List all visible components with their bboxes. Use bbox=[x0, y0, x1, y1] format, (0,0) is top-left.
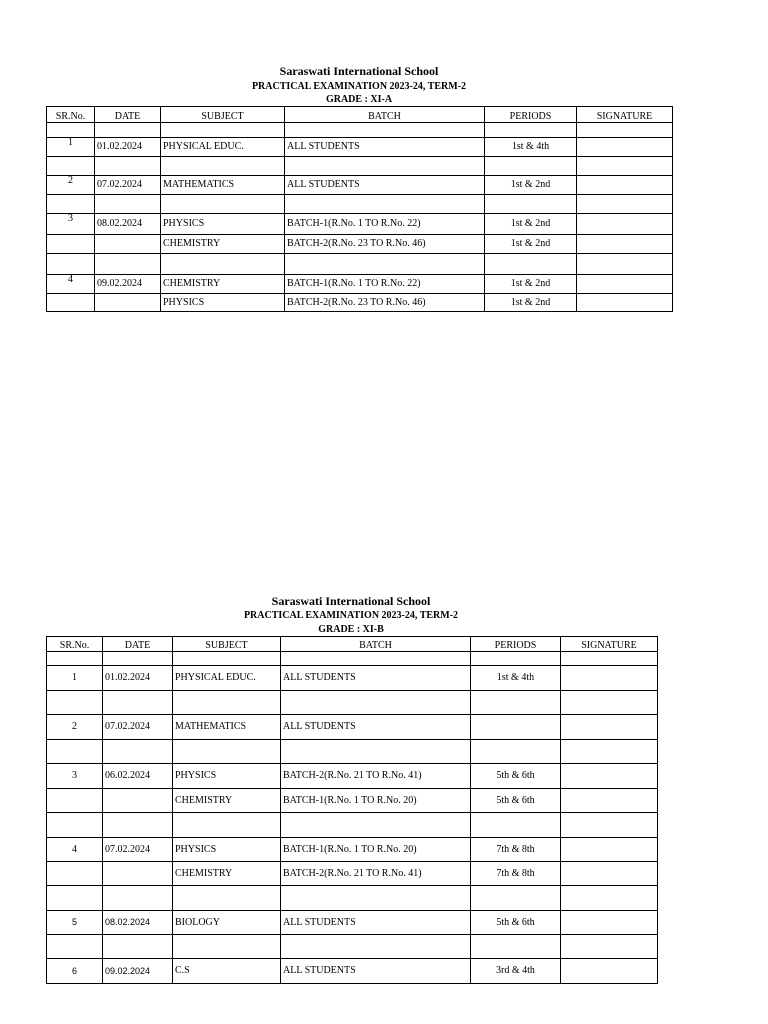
cell-batch: BATCH-2(R.No. 23 TO R.No. 46) bbox=[285, 235, 485, 254]
cell-batch: ALL STUDENTS bbox=[281, 959, 471, 984]
spacer-row bbox=[47, 740, 658, 764]
header-row bbox=[47, 107, 673, 123]
cell-periods: 1st & 4th bbox=[471, 666, 561, 691]
cell-signature bbox=[561, 764, 658, 789]
table-row bbox=[47, 715, 658, 740]
cell-signature bbox=[561, 862, 658, 886]
header-row bbox=[47, 637, 658, 652]
heading-exam-b: PRACTICAL EXAMINATION 2023-24, TERM-2 bbox=[243, 610, 459, 621]
spacer-row bbox=[47, 123, 673, 138]
heading-grade-b: GRADE : XI-B bbox=[318, 624, 384, 635]
table-row bbox=[47, 764, 658, 789]
table-row bbox=[47, 911, 658, 935]
cell-subject: MATHEMATICS bbox=[161, 176, 285, 195]
cell-signature bbox=[561, 911, 658, 935]
cell-periods: 1st & 2nd bbox=[485, 235, 577, 254]
cell-signature bbox=[577, 176, 673, 195]
cell-srno: 3 bbox=[47, 214, 95, 235]
cell-date: 07.02.2024 bbox=[103, 715, 173, 740]
spacer-row bbox=[47, 886, 658, 911]
cell-date bbox=[103, 789, 173, 813]
cell-date bbox=[103, 862, 173, 886]
cell-date: 01.02.2024 bbox=[95, 138, 161, 157]
cell-periods: 7th & 8th bbox=[471, 838, 561, 862]
cell-srno bbox=[47, 789, 103, 813]
table-row bbox=[47, 176, 673, 195]
cell-date: 07.02.2024 bbox=[103, 838, 173, 862]
cell-batch: ALL STUDENTS bbox=[281, 666, 471, 691]
cell-signature bbox=[577, 275, 673, 294]
heading-school-a: Saraswati International School bbox=[279, 64, 439, 78]
cell-batch: BATCH-2(R.No. 23 TO R.No. 46) bbox=[285, 294, 485, 312]
spacer-row bbox=[47, 813, 658, 838]
col-header-periods: PERIODS bbox=[485, 107, 577, 123]
spacer-row bbox=[47, 935, 658, 959]
cell-srno: 5 bbox=[47, 911, 103, 935]
cell-date bbox=[95, 235, 161, 254]
cell-subject: PHYSICS bbox=[173, 838, 281, 862]
cell-batch: ALL STUDENTS bbox=[281, 715, 471, 740]
cell-periods bbox=[471, 715, 561, 740]
cell-batch: BATCH-1(R.No. 1 TO R.No. 20) bbox=[281, 789, 471, 813]
cell-signature bbox=[561, 789, 658, 813]
col-header-srno: SR.No. bbox=[47, 637, 103, 652]
cell-batch: BATCH-1(R.No. 1 TO R.No. 20) bbox=[281, 838, 471, 862]
col-header-subject: SUBJECT bbox=[173, 637, 281, 652]
cell-signature bbox=[561, 715, 658, 740]
heading-grade-a: GRADE : XI-A bbox=[325, 94, 393, 105]
heading-school-b: Saraswati International School bbox=[271, 594, 431, 608]
cell-date bbox=[95, 294, 161, 312]
cell-subject: CHEMISTRY bbox=[173, 789, 281, 813]
table-row bbox=[47, 275, 673, 294]
table-row bbox=[47, 789, 658, 813]
cell-signature bbox=[561, 838, 658, 862]
cell-date: 09.02.2024 bbox=[103, 959, 173, 984]
cell-srno bbox=[47, 235, 95, 254]
cell-srno bbox=[47, 294, 95, 312]
cell-subject: PHYSICAL EDUC. bbox=[173, 666, 281, 691]
col-header-batch: BATCH bbox=[285, 107, 485, 123]
table-row bbox=[47, 294, 673, 312]
table-row bbox=[47, 138, 673, 157]
cell-subject: PHYSICS bbox=[161, 214, 285, 235]
cell-subject: PHYSICAL EDUC. bbox=[161, 138, 285, 157]
spacer-row bbox=[47, 195, 673, 214]
cell-srno: 3 bbox=[47, 764, 103, 789]
cell-srno: 2 bbox=[47, 176, 95, 195]
spacer-row bbox=[47, 157, 673, 176]
cell-srno: 4 bbox=[47, 838, 103, 862]
cell-periods: 1st & 4th bbox=[485, 138, 577, 157]
cell-srno: 4 bbox=[47, 275, 95, 294]
cell-periods: 5th & 6th bbox=[471, 764, 561, 789]
cell-batch: ALL STUDENTS bbox=[285, 176, 485, 195]
cell-srno: 6 bbox=[47, 959, 103, 984]
cell-signature bbox=[577, 214, 673, 235]
col-header-date: DATE bbox=[103, 637, 173, 652]
cell-periods: 1st & 2nd bbox=[485, 176, 577, 195]
cell-date: 01.02.2024 bbox=[103, 666, 173, 691]
cell-srno: 1 bbox=[47, 666, 103, 691]
cell-signature bbox=[577, 294, 673, 312]
cell-subject: PHYSICS bbox=[161, 294, 285, 312]
col-header-periods: PERIODS bbox=[471, 637, 561, 652]
cell-subject: C.S bbox=[173, 959, 281, 984]
table-row bbox=[47, 959, 658, 984]
cell-batch: BATCH-2(R.No. 21 TO R.No. 41) bbox=[281, 764, 471, 789]
col-header-signature: SIGNATURE bbox=[561, 637, 658, 652]
cell-periods: 5th & 6th bbox=[471, 789, 561, 813]
col-header-subject: SUBJECT bbox=[161, 107, 285, 123]
cell-srno: 2 bbox=[47, 715, 103, 740]
table-row bbox=[47, 214, 673, 235]
cell-date: 07.02.2024 bbox=[95, 176, 161, 195]
cell-srno: 1 bbox=[47, 138, 95, 157]
cell-subject: CHEMISTRY bbox=[161, 275, 285, 294]
cell-periods: 1st & 2nd bbox=[485, 214, 577, 235]
col-header-batch: BATCH bbox=[281, 637, 471, 652]
cell-signature bbox=[561, 666, 658, 691]
cell-periods: 7th & 8th bbox=[471, 862, 561, 886]
col-header-signature: SIGNATURE bbox=[577, 107, 673, 123]
cell-date: 08.02.2024 bbox=[95, 214, 161, 235]
cell-srno bbox=[47, 862, 103, 886]
spacer-row bbox=[47, 691, 658, 715]
spacer-row bbox=[47, 254, 673, 275]
cell-subject: PHYSICS bbox=[173, 764, 281, 789]
cell-periods: 5th & 6th bbox=[471, 911, 561, 935]
heading-exam-a: PRACTICAL EXAMINATION 2023-24, TERM-2 bbox=[251, 81, 467, 92]
cell-signature bbox=[577, 138, 673, 157]
cell-date: 06.02.2024 bbox=[103, 764, 173, 789]
table-row bbox=[47, 838, 658, 862]
timetable-xi-a bbox=[46, 106, 673, 312]
cell-batch: BATCH-1(R.No. 1 TO R.No. 22) bbox=[285, 275, 485, 294]
table-row bbox=[47, 666, 658, 691]
cell-periods: 1st & 2nd bbox=[485, 275, 577, 294]
spacer-row bbox=[47, 652, 658, 666]
cell-date: 08.02.2024 bbox=[103, 911, 173, 935]
cell-subject: MATHEMATICS bbox=[173, 715, 281, 740]
cell-batch: BATCH-1(R.No. 1 TO R.No. 22) bbox=[285, 214, 485, 235]
cell-batch: ALL STUDENTS bbox=[281, 911, 471, 935]
cell-subject: BIOLOGY bbox=[173, 911, 281, 935]
col-header-srno: SR.No. bbox=[47, 107, 95, 123]
cell-signature bbox=[577, 235, 673, 254]
table-row bbox=[47, 235, 673, 254]
cell-subject: CHEMISTRY bbox=[161, 235, 285, 254]
col-header-date: DATE bbox=[95, 107, 161, 123]
cell-date: 09.02.2024 bbox=[95, 275, 161, 294]
cell-periods: 1st & 2nd bbox=[485, 294, 577, 312]
cell-batch: ALL STUDENTS bbox=[285, 138, 485, 157]
cell-batch: BATCH-2(R.No. 21 TO R.No. 41) bbox=[281, 862, 471, 886]
cell-subject: CHEMISTRY bbox=[173, 862, 281, 886]
cell-signature bbox=[561, 959, 658, 984]
table-row bbox=[47, 862, 658, 886]
cell-periods: 3rd & 4th bbox=[471, 959, 561, 984]
timetable-xi-b bbox=[46, 636, 658, 984]
